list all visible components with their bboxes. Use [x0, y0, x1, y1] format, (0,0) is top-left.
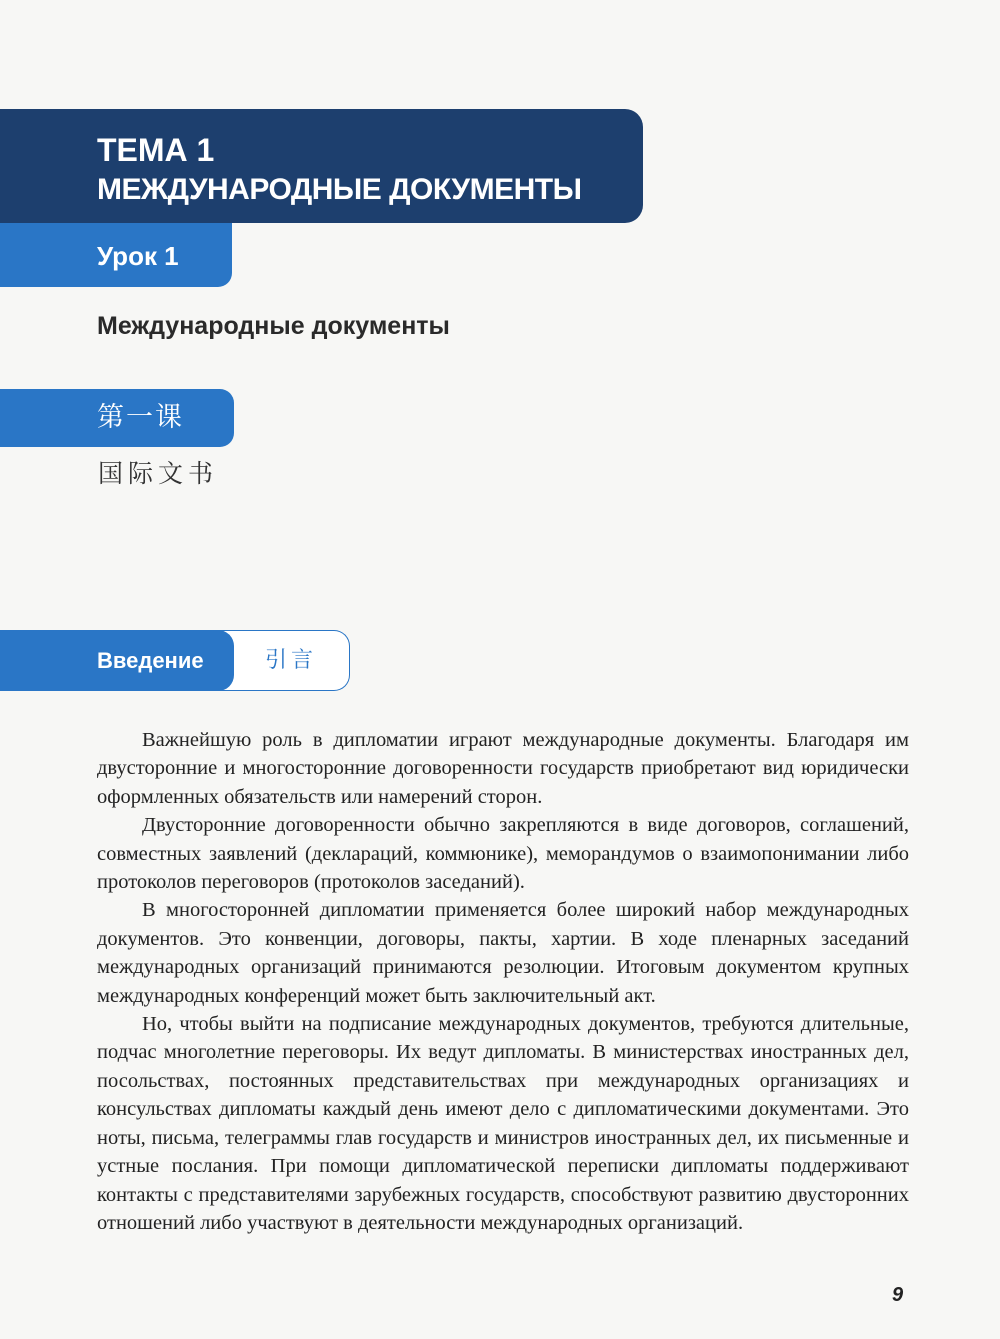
theme-title: МЕЖДУНАРОДНЫЕ ДОКУМЕНТЫ	[97, 173, 582, 206]
paragraph-2: Двусторонние договоренности обычно закрепляются в виде договоров, соглашений, совместных заявлений (деклараций, коммюнике), меморандумов о взаимопонимании либо протоколов переговоров (протоколов заседаний).	[97, 814, 909, 894]
paragraph-3: В многосторонней дипломатии применяется более широкий набор международных документов. Это конвенции, договоры, пакты, хартии. В ходе пленарных заседаний международных организаций принимаются резолюции. Итоговым документом крупных международных конференций может быть заключительный акт.	[97, 899, 909, 1007]
lesson-title-cn: 国际文书	[98, 459, 219, 488]
theme-number: ТЕМА 1	[97, 132, 215, 168]
theme-banner	[0, 109, 643, 223]
lesson-label: Урок 1	[0, 223, 232, 287]
page-number: 9	[892, 1284, 904, 1306]
lesson-title: Международные документы	[97, 312, 450, 340]
intro-label: Введение	[0, 630, 234, 691]
lesson-label-cn: 第一课	[0, 389, 234, 447]
body-text	[97, 726, 909, 1237]
paragraph-1: Важнейшую роль в дипломатии играют международные документы. Благодаря им двусторонние и многосторонние договоренности государств приобретают вид юридически оформленных обязательств или намерений сторон.	[97, 729, 909, 808]
intro-label-cn: 引言	[265, 648, 318, 673]
paragraph-4: Но, чтобы выйти на подписание международных документов, требуются длительные, подчас многолетние переговоры. Их ведут дипломаты. В министерствах иностранных дел, посольствах, постоянных представительствах при международных организациях и консульствах дипломаты каждый день имеют дело с дипломатическими документами. Это ноты, письма, телеграммы глав государств и министров иностранных дел, их письменные и устные послания. При помощи дипломатической переписки дипломаты поддерживают контакты с представителями зарубежных государств, способствуют развитию двусторонних отношений либо участвуют в деятельности международных организаций.	[97, 1013, 909, 1234]
